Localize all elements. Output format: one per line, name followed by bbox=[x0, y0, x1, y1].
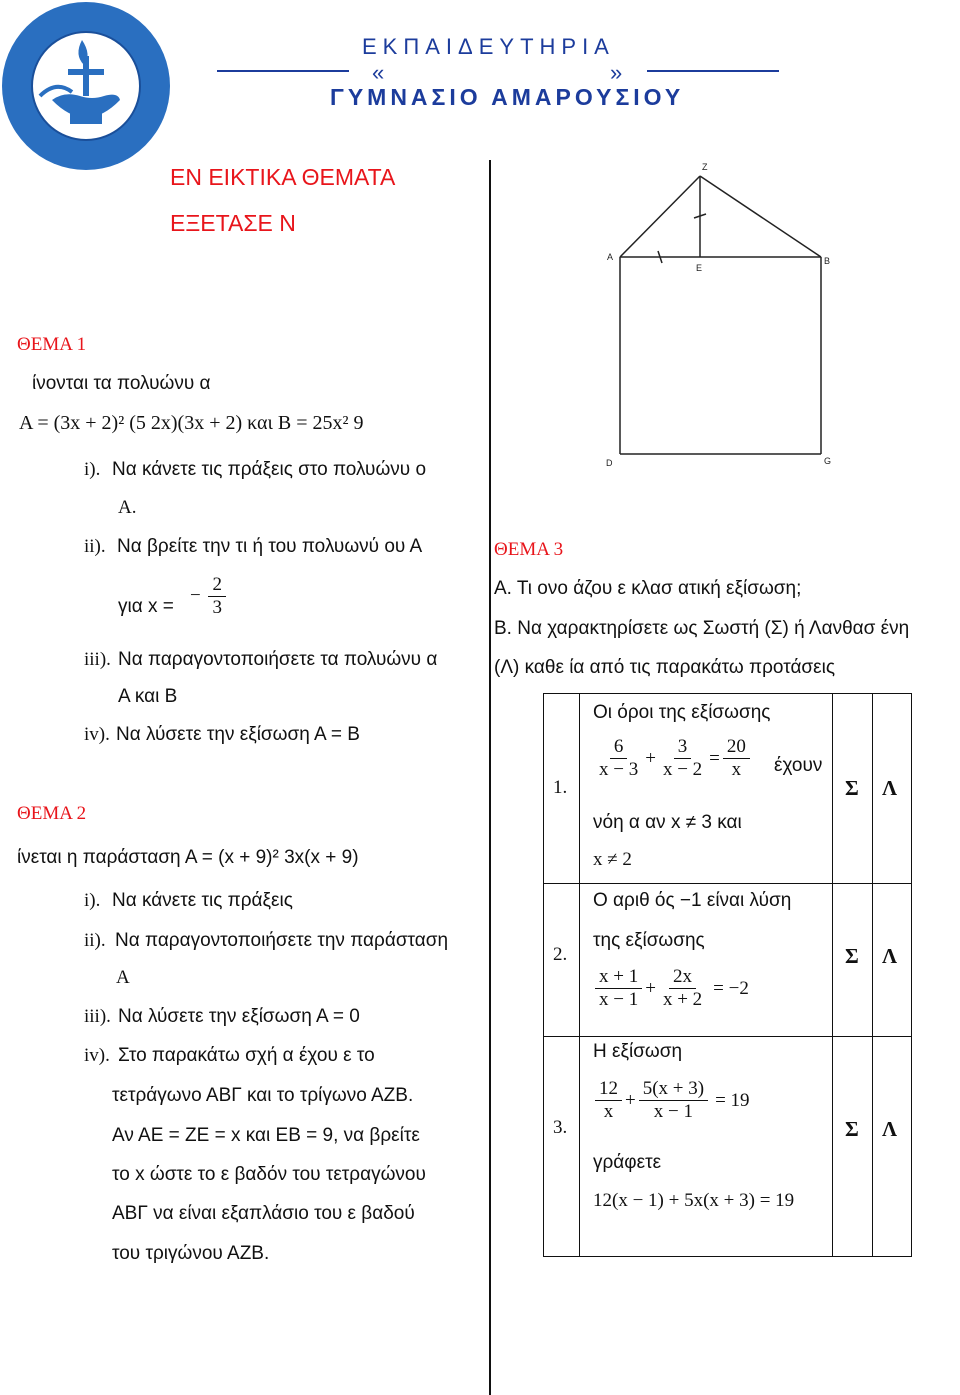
eq-frac3-den: x bbox=[731, 759, 742, 780]
header-quote-open: « bbox=[372, 60, 385, 85]
theme2-intro: ίνεται η παράσταση Α = (x + 9)² 3x(x + 9) bbox=[17, 847, 359, 868]
theme3-heading: ΘΕΜΑ 3 bbox=[494, 539, 564, 560]
theme2-para-line5: του τριγώνου ΑΖΒ. bbox=[112, 1243, 270, 1264]
theme1-polynomials: Α = (3x + 2)² (5 2x)(3x + 2) και Β = 25x² 9 bbox=[19, 412, 364, 434]
tf-row-text-line1: Ο αριθ ός −1 είναι λύση bbox=[593, 890, 792, 911]
tf-row-word: έχουν bbox=[774, 755, 823, 776]
false-option[interactable]: Λ bbox=[882, 944, 898, 968]
eq-frac2-num: 3 bbox=[674, 736, 692, 759]
tf-row-number: 2. bbox=[553, 944, 568, 965]
fraction-denominator: 3 bbox=[212, 597, 222, 618]
logo-text-bottom bbox=[40, 150, 46, 151]
tf-row-equation bbox=[592, 966, 749, 1011]
figure-label-z: Z bbox=[702, 162, 708, 172]
figure-label-d: D bbox=[606, 458, 613, 468]
tf-row-equation bbox=[592, 736, 753, 781]
figure-label-e: E bbox=[696, 263, 703, 273]
column-divider bbox=[489, 160, 491, 1395]
theme2-item-ii-text: Να παραγοντοποιήσετε την παράσταση bbox=[115, 930, 449, 951]
theme1-item-iii-cont: Α και Β bbox=[118, 686, 178, 707]
false-option[interactable]: Λ bbox=[882, 1117, 898, 1141]
theme2-item-iv-label: iv). bbox=[84, 1045, 110, 1066]
tf-row-text-line4: 12(x − 1) + 5x(x + 3) = 19 bbox=[593, 1190, 795, 1211]
theme2-item-i-label: i). bbox=[84, 890, 101, 911]
eq-plus: + bbox=[625, 1089, 636, 1111]
theme2-para-line4: ΑΒΓ να είναι εξαπλάσιο του ε βαδού bbox=[112, 1203, 415, 1224]
theme1-item-iv-label: iv). bbox=[84, 724, 110, 745]
theme1-intro: ίνονται τα πολυώνυ α bbox=[32, 373, 211, 394]
figure-side-az bbox=[620, 176, 700, 257]
eq-equals: = 19 bbox=[715, 1089, 750, 1111]
header-rule-left bbox=[217, 70, 349, 72]
school-logo bbox=[0, 0, 175, 175]
theme1-item-iii-text: Να παραγοντοποιήσετε τα πολυώνυ α bbox=[118, 649, 438, 670]
exam-title-line1: ΕΝ ΕΙΚΤΙΚΑ ΘΕΜΑΤΑ bbox=[170, 164, 396, 190]
eq-plus: + bbox=[645, 977, 656, 999]
theme1-item-iv-text: Να λύσετε την εξίσωση Α = Β bbox=[116, 724, 360, 745]
eq-frac1-num: x + 1 bbox=[595, 966, 642, 989]
tf-row-text-line1: Η εξίσωση bbox=[593, 1041, 683, 1062]
theme1-heading: ΘΕΜΑ 1 bbox=[17, 334, 87, 355]
theme3-question-b-line1: Β. Να χαρακτηρίσετε ως Σωστή (Σ) ή Λανθασ ένη bbox=[494, 618, 910, 639]
theme2-item-i-text: Να κάνετε τις πράξεις bbox=[112, 890, 293, 911]
theme3-question-b-line2: (Λ) καθε ία από τις παρακάτω προτάσεις bbox=[494, 657, 836, 678]
eq-equals: = −2 bbox=[713, 977, 749, 999]
table-col-line-2 bbox=[832, 694, 833, 1256]
fraction-minus: − bbox=[190, 584, 201, 606]
header-quote-close: » bbox=[610, 60, 623, 85]
true-option[interactable]: Σ bbox=[845, 944, 859, 968]
geometry-figure bbox=[600, 160, 840, 470]
figure-label-b: B bbox=[824, 256, 831, 266]
theme1-item-ii-text: Να βρείτε την τι ή του πολυωνύ ου Α bbox=[117, 536, 423, 557]
table-col-line-1 bbox=[579, 694, 580, 1256]
theme1-item-i-text: Να κάνετε τις πράξεις στο πολυώνυ ο bbox=[112, 459, 427, 480]
table-col-line-3 bbox=[872, 694, 873, 1256]
eq-frac2-num: 2x bbox=[669, 966, 696, 989]
tf-row-number: 3. bbox=[553, 1117, 568, 1138]
eq-frac1-num: 12 bbox=[595, 1078, 622, 1101]
true-option[interactable]: Σ bbox=[845, 776, 859, 800]
school-header-line3: ΓΥΜΝΑΣΙΟ ΑΜΑΡΟΥΣΙΟΥ bbox=[330, 84, 685, 110]
fraction-numerator: 2 bbox=[208, 574, 226, 597]
theme2-item-ii-label: ii). bbox=[84, 930, 106, 951]
figure-label-a: A bbox=[607, 252, 614, 262]
theme2-item-iii-label: iii). bbox=[84, 1006, 111, 1027]
theme1-item-ii-label: ii). bbox=[84, 536, 106, 557]
header-rule-right bbox=[647, 70, 779, 72]
theme3-question-a: Α. Τι ονο άζου ε κλασ ατική εξίσωση; bbox=[494, 578, 802, 599]
school-seal-icon bbox=[0, 0, 175, 175]
eq-frac1-den: x − 3 bbox=[599, 759, 639, 780]
exam-title-line2: ΕΞΕΤΑΣΕ Ν bbox=[170, 210, 296, 236]
theme2-item-ii-cont: Α bbox=[116, 967, 130, 988]
eq-frac2-den: x + 2 bbox=[662, 989, 703, 1010]
eq-frac2-num: 5(x + 3) bbox=[639, 1078, 708, 1101]
eq-frac2-den: x − 2 bbox=[662, 759, 703, 780]
theme2-para-line3: το x ώστε το ε βαδόν του τετραγώνου bbox=[112, 1164, 426, 1185]
tf-row-number: 1. bbox=[553, 777, 568, 798]
tf-row-equation bbox=[592, 1078, 750, 1123]
tf-row-text-line1: Οι όροι της εξίσωσης bbox=[593, 702, 771, 723]
theme1-item-i-label: i). bbox=[84, 459, 101, 480]
theme1-item-ii-cont: για x = bbox=[118, 596, 174, 617]
theme2-para-line1: τετράγωνο ΑΒΓ και το τρίγωνο ΑΖΒ. bbox=[112, 1085, 414, 1106]
true-option[interactable]: Σ bbox=[845, 1117, 859, 1141]
logo-text-top bbox=[24, 6, 33, 7]
theme2-heading: ΘΕΜΑ 2 bbox=[17, 803, 87, 824]
theme2-para-line2: Αν ΑΕ = ΖΕ = x και ΕΒ = 9, να βρείτε bbox=[112, 1125, 420, 1146]
eq-frac2-den: x − 1 bbox=[653, 1101, 694, 1122]
eq-plus: + bbox=[645, 747, 656, 769]
figure-label-g: G bbox=[824, 456, 832, 466]
false-option[interactable]: Λ bbox=[882, 776, 898, 800]
table-row-line-2 bbox=[544, 1036, 911, 1037]
table-row-line-1 bbox=[544, 883, 911, 884]
figure-side-zb bbox=[700, 176, 821, 257]
tf-row-text-line4: x ≠ 2 bbox=[593, 849, 632, 870]
theme2-item-iii-text: Να λύσετε την εξίσωση Α = 0 bbox=[118, 1006, 360, 1027]
tf-row-text-line3: νόη α αν x ≠ 3 και bbox=[593, 812, 742, 833]
eq-equals: = bbox=[709, 747, 720, 769]
theme1-item-i-cont: Α. bbox=[118, 497, 137, 518]
school-header-line1: ΕΚΠΑΙΔΕΥΤΗΡΙΑ bbox=[362, 34, 615, 59]
eq-frac1-num: 6 bbox=[610, 736, 628, 759]
tf-row-text-line3: γράφετε bbox=[593, 1152, 662, 1173]
tf-row-text-line2: της εξίσωσης bbox=[593, 930, 705, 951]
eq-frac1-den: x − 1 bbox=[599, 989, 639, 1010]
eq-frac3-num: 20 bbox=[723, 736, 750, 759]
theme1-fraction bbox=[190, 574, 229, 619]
theme2-item-iv-text: Στο παρακάτω σχή α έχου ε το bbox=[118, 1045, 375, 1066]
eq-frac1-den: x bbox=[603, 1101, 614, 1122]
true-false-table bbox=[543, 693, 912, 1257]
theme1-item-iii-label: iii). bbox=[84, 649, 111, 670]
